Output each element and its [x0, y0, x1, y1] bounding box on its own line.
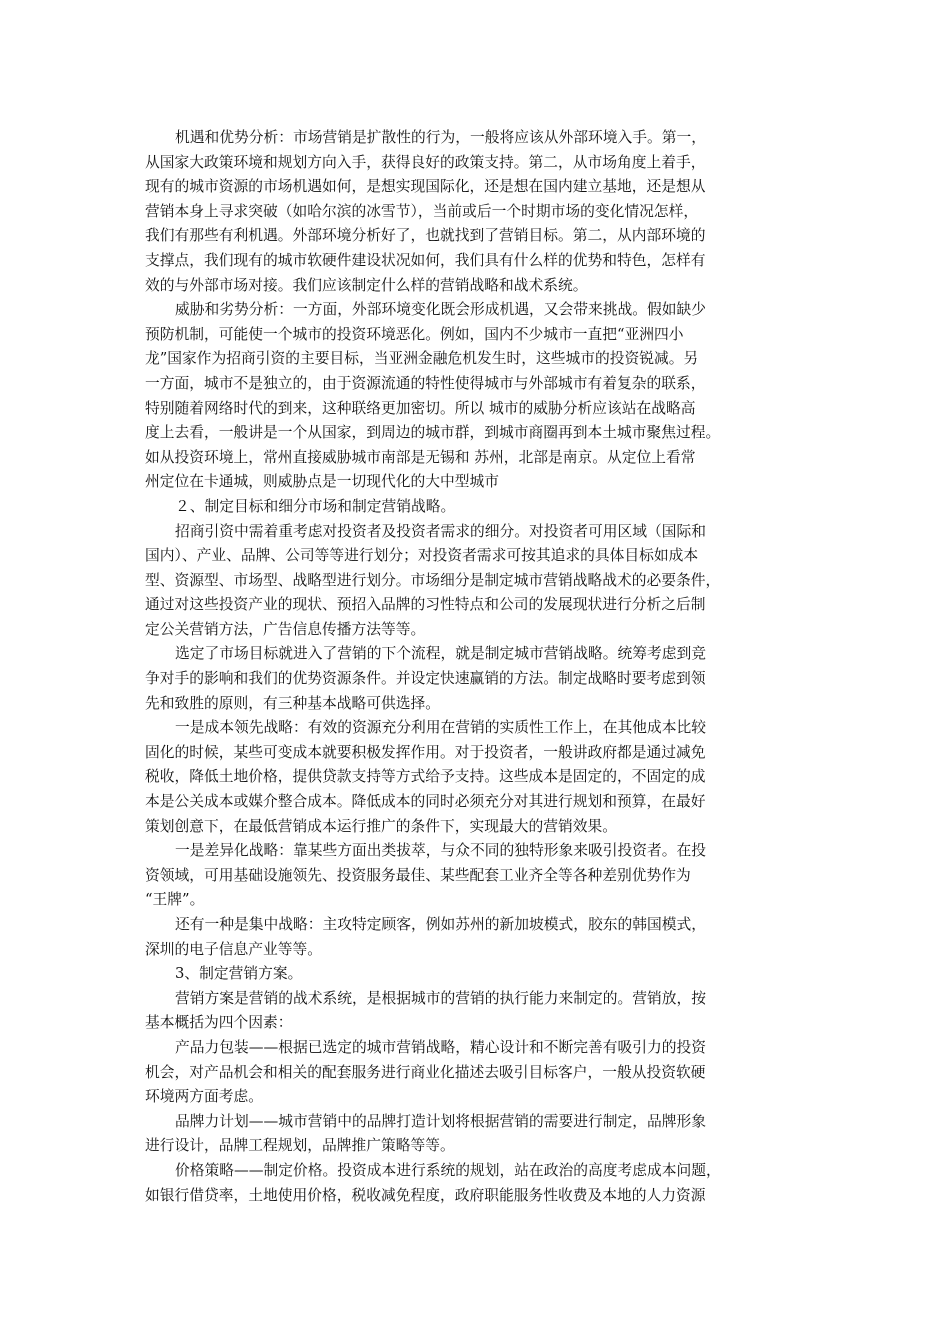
- text-line: 国内）、产业、品牌、公司等等进行划分；对投资者需求可按其追求的具体目标如成本: [145, 547, 699, 565]
- text-line: 税收，降低土地价格，提供贷款支持等方式给予支持。这些成本是固定的，不固定的成: [145, 768, 706, 786]
- text-line: 州定位在卡通城，则威胁点是一切现代化的大中型城市: [145, 473, 499, 491]
- paragraph: [145, 495, 825, 520]
- paragraph: [145, 1036, 825, 1110]
- text-line: 型、资源型、市场型、战略型进行划分。市场细分是制定城市营销战略战术的必要条件，: [145, 571, 721, 589]
- text-line: 支撑点，我们现有的城市软硬件建设状况如何，我们具有什么样的优势和特色，怎样有: [145, 251, 706, 269]
- text-line: 产品力包装——根据已选定的城市营销战略，精心设计和不断完善有吸引力的投资: [175, 1038, 706, 1056]
- document-body: [145, 126, 825, 1208]
- paragraph: [145, 913, 825, 962]
- text-line: 进行设计，品牌工程规划，品牌推广策略等等。: [145, 1137, 455, 1155]
- text-line: 环境两方面考虑。: [145, 1088, 263, 1106]
- paragraph: [145, 987, 825, 1036]
- text-line: 机遇和优势分析：市场营销是扩散性的行为，一般将应该从外部环境入手。第一，: [175, 129, 706, 146]
- text-line: 品牌力计划——城市营销中的品牌打造计划将根据营销的需要进行制定，品牌形象: [175, 1112, 706, 1130]
- paragraph: [145, 839, 825, 913]
- paragraph: [145, 642, 825, 716]
- text-line: 选定了市场目标就进入了营销的下个流程，就是制定城市营销战略。统筹考虑到竞: [175, 645, 706, 663]
- text-line: 价格策略——制定价格。投资成本进行系统的规划，站在政治的高度考虑成本问题，: [175, 1161, 721, 1179]
- paragraph: [145, 126, 825, 298]
- paragraph: [145, 1159, 825, 1208]
- text-line: 先和致胜的原则，有三种基本战略可供选择。: [145, 694, 440, 712]
- text-line: 威胁和劣势分析：一方面，外部环境变化既会形成机遇，又会带来挑战。假如缺少: [175, 301, 706, 319]
- text-line: 效的与外部市场对接。我们应该制定什么样的营销战略和战术系统。: [145, 276, 588, 294]
- text-line: 资领域，可用基础设施领先、投资服务最佳、某些配套工业齐全等各种差别优势作为: [145, 866, 691, 884]
- text-line: ２、制定目标和细分市场和制定营销战略。: [175, 497, 456, 515]
- text-line: 度上去看，一般讲是一个从国家，到周边的城市群，到城市商圈再到本土城市聚焦过程。: [145, 424, 721, 442]
- text-line: 如从投资环境上，常州直接威胁城市南部是无锡和 苏州，北部是南京。从定位上看常: [145, 448, 696, 466]
- text-line: 定公关营销方法，广告信息传播方法等等。: [145, 620, 426, 638]
- text-line: 营销本身上寻求突破（如哈尔滨的冰雪节），当前或后一个时期市场的变化情况怎样，: [145, 202, 699, 220]
- text-line: 龙”国家作为招商引资的主要目标，当亚洲金融危机发生时，这些城市的投资锐减。另: [145, 350, 699, 368]
- text-line: 机会，对产品机会和相关的配套服务进行商业化描述去吸引目标客户，一般从投资软硬: [145, 1063, 706, 1081]
- text-line: 现有的城市资源的市场机遇如何，是想实现国际化，还是想在国内建立基地，还是想从: [145, 178, 706, 196]
- text-line: “王牌”。: [145, 891, 205, 909]
- paragraph: [145, 298, 825, 495]
- text-line: 深圳的电子信息产业等等。: [145, 940, 322, 958]
- text-line: 3、制定营销方案。: [175, 965, 303, 983]
- text-line: 预防机制，可能使一个城市的投资环境恶化。例如，国内不少城市一直把“亚洲四小: [145, 325, 684, 343]
- paragraph: [145, 1110, 825, 1159]
- text-line: 还有一种是集中战略：主攻特定顾客，例如苏州的新加坡模式，胶东的韩国模式，: [175, 916, 706, 933]
- text-line: 我们有那些有利机遇。外部环境分析好了，也就找到了营销目标。第二，从内部环境的: [145, 227, 706, 245]
- text-line: 策划创意下，在最低营销成本运行推广的条件下，实现最大的营销效果。: [145, 817, 617, 835]
- text-line: 通过对这些投资产业的现状、预招入品牌的习性特点和公司的发展现状进行分析之后制: [145, 596, 706, 614]
- text-line: 争对手的影响和我们的优势资源条件。并设定快速赢销的方法。制定战略时要考虑到领: [145, 670, 706, 688]
- text-line: 如银行借贷率，土地使用价格，税收减免程度，政府职能服务性收费及本地的人力资源: [145, 1186, 706, 1204]
- text-line: 一是成本领先战略：有效的资源充分利用在营销的实质性工作上，在其他成本比较: [175, 719, 706, 737]
- paragraph: [145, 716, 825, 839]
- text-line: 本是公关成本或媒介整合成本。降低成本的同时必须充分对其进行规划和预算，在最好: [145, 793, 706, 811]
- text-line: 招商引资中需着重考虑对投资者及投资者需求的细分。对投资者可用区域（国际和: [175, 522, 706, 540]
- text-line: 固化的时候，某些可变成本就要积极发挥作用。对于投资者，一般讲政府都是通过减免: [145, 743, 706, 761]
- text-line: 营销方案是营销的战术系统，是根据城市的营销的执行能力来制定的。营销放，按: [175, 989, 706, 1007]
- paragraph: [145, 962, 825, 987]
- text-line: 从国家大政策环境和规划方向入手，获得良好的政策支持。第二，从市场角度上着手，: [145, 153, 706, 171]
- text-line: 一是差异化战略：靠某些方面出类拔萃，与众不同的独特形象来吸引投资者。在投: [175, 842, 706, 860]
- paragraph: [145, 520, 825, 643]
- text-line: 基本概括为四个因素：: [145, 1014, 293, 1032]
- text-line: 特别随着网络时代的到来，这种联络更加密切。所以 城市的威胁分析应该站在战略高: [145, 399, 696, 417]
- text-line: 一方面，城市不是独立的，由于资源流通的特性使得城市与外部城市有着复杂的联系，: [145, 374, 706, 392]
